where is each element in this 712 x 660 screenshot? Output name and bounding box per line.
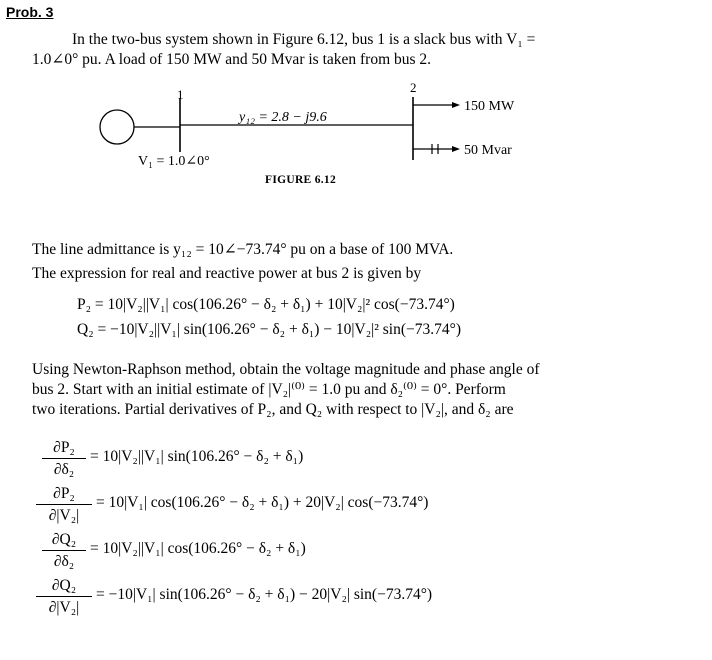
nr-line-2: bus 2. Start with an initial estimate of |V₂|⁽⁰⁾ = 1.0 pu and δ₂⁽⁰⁾ = 0°. Perform [32, 381, 506, 398]
line-admittance-label: y₁₂ = 2.8 − j9.6 [239, 110, 327, 125]
nr-line-1: Using Newton-Raphson method, obtain the voltage magnitude and phase angle of [32, 361, 540, 378]
load-p-label: 150 MW [464, 99, 515, 114]
admittance-line: The line admittance is y₁₂ = 10∠−73.74° pu on a base of 100 MVA. [32, 241, 454, 258]
derivative-1-rhs: = 10|V₂||V₁| sin(106.26° − δ₂ + δ₁) [90, 448, 304, 465]
expression-intro: The expression for real and reactive power at bus 2 is given by [32, 265, 422, 282]
derivative-4-rhs: = −10|V₁| sin(106.26° − δ₂ + δ₁) − 20|V₂| sin(−73.74°) [96, 586, 433, 603]
v1-label: V₁ = 1.0∠0° [138, 154, 210, 169]
p2-equation: P₂ = 10|V₂||V₁| cos(106.26° − δ₂ + δ₁) + 10|V₂|² cos(−73.74°) [77, 296, 455, 313]
derivative-denominator: ∂δ₂ [53, 461, 75, 478]
derivative-2-rhs: = 10|V₁| cos(106.26° − δ₂ + δ₁) + 20|V₂| cos(−73.74°) [96, 494, 429, 511]
two-bus-diagram [0, 80, 712, 190]
derivative-3-fraction [42, 530, 86, 571]
derivative-2-fraction [36, 484, 92, 525]
nr-line-3: two iterations. Partial derivatives of P₂, and Q₂ with respect to |V₂|, and δ₂ are [32, 401, 514, 418]
q2-equation: Q₂ = −10|V₂||V₁| sin(106.26° − δ₂ + δ₁) − 10|V₂|² sin(−73.74°) [77, 321, 461, 338]
derivative-numerator: ∂Q₂ [51, 531, 77, 548]
derivative-3-rhs: = 10|V₂||V₁| cos(106.26° − δ₂ + δ₁) [90, 540, 306, 557]
intro-line-1: In the two-bus system shown in Figure 6.12, bus 1 is a slack bus with V₁ = [72, 31, 536, 48]
problem-title: Prob. 3 [6, 4, 54, 20]
derivative-numerator: ∂Q₂ [51, 577, 77, 594]
derivative-denominator: ∂|V₂| [48, 507, 80, 524]
derivative-1-fraction [42, 438, 86, 479]
derivative-denominator: ∂|V₂| [48, 599, 80, 616]
derivative-denominator: ∂δ₂ [53, 553, 75, 570]
bus-2-label: 2 [410, 80, 417, 95]
load-q-label: 50 Mvar [464, 143, 512, 158]
derivative-numerator: ∂P₂ [53, 439, 75, 456]
generator-icon [100, 110, 134, 144]
derivative-numerator: ∂P₂ [53, 485, 75, 502]
bus-1-label: 1 [177, 87, 184, 102]
figure-caption: FIGURE 6.12 [265, 174, 337, 186]
derivative-4-fraction [36, 576, 92, 617]
intro-line-2: 1.0∠0° pu. A load of 150 MW and 50 Mvar is taken from bus 2. [32, 51, 432, 68]
